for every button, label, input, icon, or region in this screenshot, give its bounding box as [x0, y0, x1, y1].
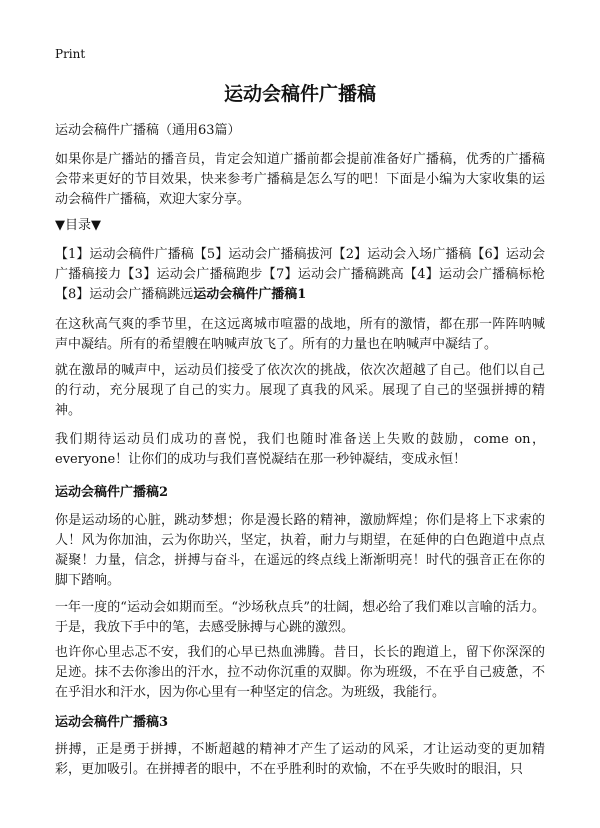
section-heading-1: 运动会稿件广播稿1: [193, 287, 307, 302]
paragraph-2-2: 一年一度的“运动会如期而至。“沙场秋点兵”的壮阔，想必给了我们难以言喻的活力。于是，我放下手中的笔，去感受脉搏与心跳的激烈。: [55, 600, 545, 635]
page-title: 运动会稿件广播稿: [223, 83, 376, 105]
toc-block: [55, 245, 545, 305]
print-link[interactable]: Print: [55, 47, 86, 61]
toc-links[interactable]: 【1】运动会稿件广播稿【5】运动会广播稿拔河【2】运动会入场广播稿【6】运动会广播稿接力【3】运动会广播稿跑步【7】运动会广播稿跳高【4】运动会广播稿标枪【8】运动会广播稿跳远: [55, 247, 545, 302]
toc-label: ▼目录▼: [55, 218, 101, 233]
section-heading-2: 运动会稿件广播稿2: [55, 485, 169, 500]
paragraph-2-3: 也许你心里忐忑不安，我们的心早已热血沸腾。昔日，长长的跑道上，留下你深深的足迹。抹不去你渗出的汗水，拉不动你沉重的双脚。你为班级，不在乎自己疲惫，不在乎泪水和汗水，因为你心里有一种坚定的信念。为班级，我能行。: [55, 645, 545, 700]
paragraph-2-1: 你是运动场的心脏，跳动梦想；你是漫长路的精神，激励辉煌；你们是将上下求索的人！风为你加油，云为你助兴，坚定，执着，耐力与期望，在延伸的白色跑道中点点凝聚！力量，信念，拼搏与奋斗，在遥远的终点线上渐渐明亮！时代的强音正在你的脚下踏响。: [55, 513, 545, 588]
intro-paragraph: 如果你是广播站的播音员，肯定会知道广播前都会提前准备好广播稿，优秀的广播稿会带来更好的节目效果，快来参考广播稿是怎么写的吧！下面是小编为大家收集的运动会稿件广播稿，欢迎大家分享。: [55, 152, 545, 207]
paragraph-3-1: 拼搏，正是勇于拼搏，不断超越的精神才产生了运动的风采，才让运动变的更加精彩，更加吸引。在拼搏者的眼中，不在乎胜利时的欢愉，不在乎失败时的眼泪，只: [55, 742, 545, 777]
subtitle: 运动会稿件广播稿（通用63篇）: [55, 123, 241, 138]
paragraph-1-2: 就在激昂的喊声中，运动员们接受了依次次的挑战，依次次超越了自己。他们以自己的行动，充分展现了自己的实力。展现了真我的风采。展现了自己的坚强拼搏的精神。: [55, 363, 545, 418]
paragraph-1-1: 在这秋高气爽的季节里，在这远离城市喧嚣的战地，所有的激情，都在那一阵阵呐喊声中凝结。所有的希望艘在呐喊声放飞了。所有的力量也在呐喊声中凝结了。: [55, 317, 545, 352]
paragraph-1-3: 我们期待运动员们成功的喜悦，我们也随时准备送上失败的鼓励，come on，everyone！让你们的成功与我们喜悦凝结在那一秒钟凝结，变成永恒！: [55, 432, 545, 467]
section-heading-3: 运动会稿件广播稿3: [55, 715, 169, 730]
